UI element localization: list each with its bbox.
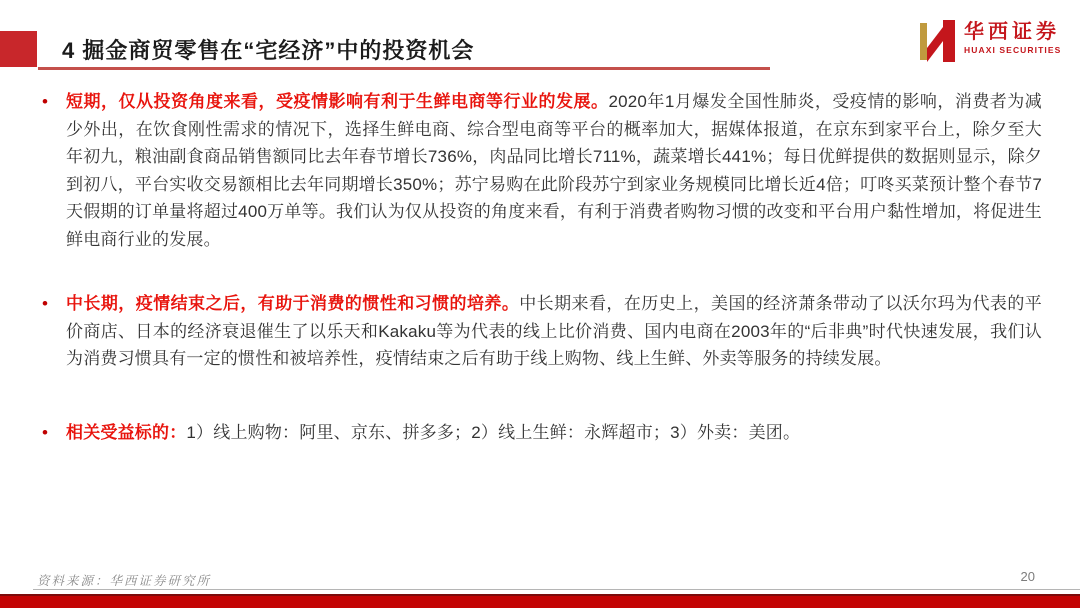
footer-divider (33, 589, 1080, 590)
bullet-item-short-term (40, 88, 1042, 253)
bullet-lead: 相关受益标的： (66, 422, 187, 442)
bullet-dot-icon: • (42, 92, 49, 111)
bullet-item-mid-long-term (40, 290, 1042, 373)
bullet-lead: 中长期，疫情结束之后，有助于消费的惯性和习惯的培养。 (66, 294, 520, 313)
page-number: 20 (1020, 569, 1035, 584)
bullet-body: 中长期来看，在历史上，美国的经济萧条带动了以沃尔玛为代表的平价商店、日本的经济衰退催生了以乐天和Kakaku等为代表的线上比价消费、国内电商在2003年的“后非典”时代快速发展，我们认为消费习惯具有一定的惯性和被培养性，疫情结束之后有助于线上购物、线上生鲜、外卖等服务的持续发展。 (66, 294, 1042, 368)
page-title: 4 掘金商贸零售在“宅经济”中的投资机会 (62, 38, 475, 63)
logo-name-cn: 华西证券 (964, 21, 1060, 43)
bullet-body: 1）线上购物：阿里、京东、拼多多；2）线上生鲜：永辉超市；3）外卖：美团。 (186, 422, 801, 442)
bullet-dot-icon: • (42, 294, 49, 313)
logo-name-en: HUAXI SECURITIES (964, 45, 1062, 55)
title-underline (38, 67, 770, 70)
bullet-dot-icon: • (42, 422, 49, 442)
footer-bar (0, 594, 1080, 608)
logo-text (964, 21, 1061, 55)
bullet-item-beneficiaries (40, 419, 1042, 447)
huaxi-h-icon (920, 20, 958, 62)
bullet-body: 2020年1月爆发全国性肺炎，受疫情的影响，消费者为减少外出，在饮食刚性需求的情况下，选择生鲜电商、综合型电商等平台的概率加大，据媒体报道，在京东到家平台上，除夕至大年初九，粮油副食商品销售额同比去年春节增长736%，肉品同比增长711%，蔬菜增长441%；每日优鲜提供的数据则显示，除夕到初八，平台实收交易额相比去年同期增长350%；苏宁易购在此阶段苏宁到家业务规模同比增长近4倍；叮咚买菜预计整个春节7天假期的订单量将超过400万单等。我们认为仅从投资的角度来看，有利于消费者购物习惯的改变和平台用户黏性增加，将促进生鲜电商行业的发展。 (66, 92, 1043, 249)
bullet-lead: 短期，仅从投资角度来看，受疫情影响有利于生鲜电商等行业的发展。 (66, 92, 609, 111)
footer-source: 资料来源：华西证券研究所 (37, 574, 212, 588)
company-logo (920, 19, 1060, 61)
slide-content (40, 88, 1042, 446)
header-accent-square (0, 31, 37, 67)
